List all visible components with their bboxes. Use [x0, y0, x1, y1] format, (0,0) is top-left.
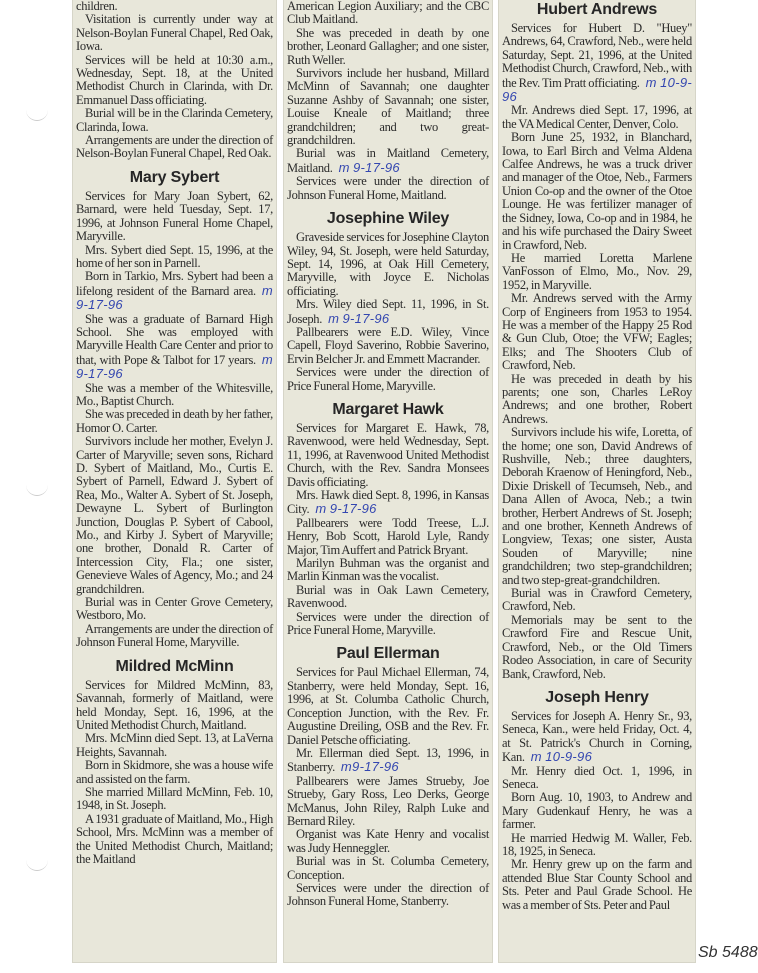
paragraph-text: He was preceded in death by his parents; one son, Charles LeRoy Andrews; and one brother, Robert Andrews.	[502, 371, 692, 426]
paragraph-text: Services will be held at 10:30 a.m., Wednesday, Sept. 18, at the United Methodist Church in Clarinda, with Dr. Emmanuel Dass officiating.	[76, 52, 273, 107]
obituary-paragraph	[502, 791, 692, 831]
paragraph-text: Visitation is currently under way at Nelson-Boylan Funeral Chapel, Red Oak, Iowa.	[76, 12, 273, 54]
paragraph-text: American Legion Auxiliary; and the CBC Club Maitland.	[287, 0, 489, 27]
obituary-paragraph	[502, 22, 692, 104]
obituary-paragraph	[502, 614, 692, 681]
paragraph-text: Born in Tarkio, Mrs. Sybert had been a lifelong resident of the Barnard area.	[76, 269, 273, 298]
obituary-paragraph	[76, 270, 273, 312]
obituary-heading: Joseph Henry	[545, 688, 649, 706]
paragraph-text: Memorials may be sent to the Crawford Fire and Rescue Unit, Crawford, Neb., or the Old Timers Rodeo Association, in care of Security Bank, Crawford, Neb.	[502, 612, 692, 681]
paragraph-text: She was a graduate of Barnard High School. She was employed with Maryville Health Care Center and prior to that, with Pope & Talbot for 17 years.	[76, 311, 273, 367]
obituary-paragraph	[287, 775, 489, 829]
paragraph-text: Services for Paul Michael Ellerman, 74, Stanberry, were held Monday, Sept. 16, 1996, at St. Columba Catholic Church, Conception Junction, with the Rev. Fr. Augustine Dreiling, OSB and the Rev. Fr. Daniel Petsche officiating.	[287, 665, 489, 747]
paragraph-text: Arrangements are under the direction of Nelson-Boylan Funeral Chapel, Red Oak.	[76, 133, 273, 161]
paragraph-text: Graveside services for Josephine Clayton Wiley, 94, St. Joseph, were held Saturday, Sept. 14, 1996, at Oak Hill Cemetery, Maryville, with Joyce E. Nicholas officiating.	[287, 230, 489, 298]
paragraph-text: Pallbearers were Todd Treese, L.J. Henry, Bob Scott, Harold Lyle, Randy Major, Tim Auffert and Patrick Bryant.	[287, 515, 489, 557]
obituary-paragraph	[502, 252, 692, 292]
paragraph-text: A 1931 graduate of Maitland, Mo., High School, Mrs. McMinn was a member of the United Methodist Church, Maitland; the Maitland	[76, 811, 273, 866]
obituary-paragraph	[502, 765, 692, 792]
paragraph-text: Mr. Henry died Oct. 1, 1996, in Seneca.	[502, 763, 692, 791]
obituary-paragraph	[287, 366, 489, 393]
paragraph-text: Mr. Andrews died Sept. 17, 1996, at the VA Medical Center, Denver, Colo.	[502, 103, 692, 131]
paragraph-text: Services for Joseph A. Henry Sr., 93, Seneca, Kan., were held Friday, Oct. 4, at St. Patrick's Church in Corning, Kan.	[502, 708, 692, 765]
obituary-paragraph	[287, 0, 489, 27]
paragraph-text: Burial was in Oak Lawn Cemetery, Ravenwood.	[287, 582, 489, 611]
obituary-paragraph	[287, 231, 489, 298]
punch-hole-mark	[26, 860, 48, 871]
obituary-paragraph	[287, 422, 489, 489]
obituary-paragraph	[76, 190, 273, 244]
paragraph-text: Organist was Kate Henry and vocalist was Judy Henneggler.	[287, 827, 489, 855]
obituary-heading: Mildred McMinn	[115, 657, 234, 675]
obituary-paragraph	[76, 408, 273, 435]
clipping-column-3	[499, 0, 695, 962]
paragraph-text: She married Millard McMinn, Feb. 10, 1948, in St. Joseph.	[76, 784, 273, 813]
paragraph-text: Burial was in St. Columba Cemetery, Conception.	[287, 854, 489, 882]
obituary-paragraph	[502, 832, 692, 859]
obituary-paragraph	[287, 666, 489, 746]
obituary-paragraph	[76, 382, 273, 409]
obituary-paragraph	[76, 54, 273, 108]
obituary-paragraph	[76, 13, 273, 53]
obituary-paragraph	[287, 67, 489, 147]
obituary-paragraph	[76, 435, 273, 596]
paragraph-text: Services for Mary Joan Sybert, 62, Barnard, were held Tuesday, Sept. 17, 1996, at Johnson Funeral Home Chapel, Maryville.	[76, 188, 273, 244]
obituary-heading: Margaret Hawk	[332, 400, 444, 418]
obituary-paragraph	[76, 813, 273, 867]
obituary-paragraph	[76, 759, 273, 786]
obituary-paragraph	[287, 611, 489, 638]
obituary-paragraph	[76, 679, 273, 733]
obituary-paragraph	[76, 786, 273, 813]
obituary-paragraph	[287, 747, 489, 775]
paragraph-text: Born Aug. 10, 1903, to Andrew and Mary Gudenkauf Henry, he was a farmer.	[502, 790, 692, 832]
clipping-column-1	[73, 0, 276, 962]
obituary-paragraph	[502, 131, 692, 252]
obituary-paragraph	[502, 426, 692, 587]
paragraph-text: Mrs. Wiley died Sept. 11, 1996, in St. Joseph.	[287, 297, 489, 326]
paragraph-text: Mrs. McMinn died Sept. 13, at LaVerna Heights, Savannah.	[76, 731, 273, 759]
paragraph-text: Arrangements are under the direction of Johnson Funeral Home, Maryville.	[76, 621, 273, 650]
paragraph-text: Survivors include his wife, Loretta, of the home; one son, David Andrews of Rushville, Neb.; three daughters, Deborah Kraenow of Heningford, Neb., Dixie Driskell of Tecumseh, Neb., and Dana Allen of Avoca, Neb.; a twin brother, Herbert Andrews of St. Joseph; and one brother, Kenneth Andrews of Longview, Texas; one sister, Austa Souden of Maryville; nine grandchildren; two step-grandchildren; and two step-great-grandchildren.	[502, 425, 692, 587]
paragraph-text: Mr. Ellerman died Sept. 13, 1996, in Stanberry.	[287, 745, 489, 775]
obituary-paragraph	[502, 858, 692, 912]
obituary-heading: Paul Ellerman	[336, 645, 440, 663]
obituary-paragraph	[287, 584, 489, 611]
handwritten-date-note: m9-17-96	[340, 759, 399, 775]
paragraph-text: Survivors include her husband, Millard McMinn of Savannah; one daughter Suzanne Ashby of Savannah; one sister, Louise Kneale of Maitland; three grandchildren; and two great-grandchildren.	[287, 66, 489, 148]
obituary-paragraph	[287, 882, 489, 909]
paragraph-text: She was a member of the Whitesville, Mo., Baptist Church.	[76, 380, 273, 408]
punch-hole-mark	[26, 485, 48, 496]
obituary-paragraph	[76, 596, 273, 623]
obituary-paragraph	[76, 244, 273, 271]
handwritten-date-note: m 9-17-96	[338, 159, 400, 175]
obituary-paragraph	[76, 623, 273, 650]
handwritten-date-note: m 9-17-96	[76, 282, 273, 313]
handwritten-date-note: m 9-17-96	[76, 351, 273, 382]
paragraph-text: Burial was in Maitland Cemetery, Maitland.	[287, 146, 489, 175]
paragraph-text: Pallbearers were James Strueby, Joe Strueby, Gary Ross, Leo Derks, George McManus, John Riley, Ralph Luke and Bernard Riley.	[287, 773, 489, 828]
paragraph-text: He married Loretta Marlene VanFosson of Elmo, Mo., Nov. 29, 1952, in Maryville.	[502, 250, 692, 292]
obituary-paragraph	[502, 292, 692, 372]
obituary-paragraph	[287, 175, 489, 202]
obituary-paragraph	[76, 107, 273, 134]
punch-hole-mark	[26, 110, 48, 121]
paragraph-text: Services were under the direction of Price Funeral Home, Maryville.	[287, 365, 489, 393]
handwritten-date-note: m 9-17-96	[328, 310, 390, 326]
obituary-paragraph	[76, 313, 273, 382]
paragraph-text: Burial was in Crawford Cemetery, Crawford, Neb.	[502, 586, 692, 614]
paragraph-text: She was preceded in death by one brother, Leonard Gallagher; and one sister, Ruth Weller.	[287, 25, 489, 67]
paragraph-text: Mr. Henry grew up on the farm and attended Blue Star County School and Sts. Peter and Paul Grade School. He was a member of Sts. Peter and Paul	[502, 857, 692, 912]
obituary-paragraph	[76, 134, 273, 161]
handwritten-date-note: m 10-9-96	[530, 749, 593, 765]
page-mark: Sb 5488	[698, 944, 758, 961]
obituary-paragraph	[502, 587, 692, 614]
paragraph-text: Survivors include her mother, Evelyn J. Carter of Maryville; seven sons, Richard D. Sybert of Maitland, Mo., Curtis E. Sybert of Parnell, Edward J. Sybert of Rea, Mo., Walter A. Sybert of St. Joseph, Dewayne L. Sybert of Burlington Junction, Douglas P. Sybert of Cabool, Mo., and Kirby J. Sybert of Maryville; one brother, Donald R. Carter of Intercession City, Fla.; one sister, Genevieve Wales of Agency, Mo.; and 24 grandchildren.	[76, 434, 273, 596]
handwritten-date-note: m 10-9-96	[502, 74, 692, 105]
paragraph-text: Marilyn Buhman was the organist and Marlin Kinman was the vocalist.	[287, 556, 489, 584]
paragraph-text: Services for Mildred McMinn, 83, Savannah, formerly of Maitland, were held Monday, Sept. 16, 1996, at the United Methodist Church, Maitland.	[76, 677, 273, 732]
obituary-heading: Hubert Andrews	[536, 1, 658, 18]
obituary-paragraph	[287, 326, 489, 366]
obituary-paragraph	[287, 855, 489, 882]
obituary-paragraph	[502, 373, 692, 427]
paragraph-text: Born in Skidmore, she was a house wife and assisted on the farm.	[76, 758, 273, 786]
obituary-paragraph	[76, 0, 273, 13]
obituary-paragraph	[502, 710, 692, 765]
obituary-paragraph	[287, 557, 489, 584]
obituary-paragraph	[502, 104, 692, 131]
obituary-paragraph	[287, 489, 489, 517]
handwritten-date-note: m 9-17-96	[315, 501, 377, 517]
paragraph-text: Mrs. Hawk died Sept. 8, 1996, in Kansas City.	[287, 488, 489, 517]
paragraph-text: Services for Margaret E. Hawk, 78, Ravenwood, were held Wednesday, Sept. 11, 1996, at Ravenwood United Methodist Church, with the Rev. Sandra Monsees Davis officiating.	[287, 420, 489, 489]
paragraph-text: Mrs. Sybert died Sept. 15, 1996, at the home of her son in Parnell.	[76, 242, 273, 270]
paragraph-text: Pallbearers were E.D. Wiley, Vince Capell, Floyd Saverino, Robbie Saverino, Ervin Belcher Jr. and Emmett Macrander.	[287, 324, 489, 366]
paragraph-text: Services were under the direction of Johnson Funeral Home, Stanberry.	[287, 880, 489, 909]
obituary-paragraph	[287, 517, 489, 557]
paragraph-text: Mr. Andrews served with the Army Corp of Engineers from 1953 to 1954. He was a member of the Happy 25 Rod & Gun Club, Otoe; the VFW; Eagles; Elks; and The Shooters Club of Crawford, Neb.	[502, 291, 692, 373]
obituary-paragraph	[287, 27, 489, 67]
obituary-heading: Mary Sybert	[129, 168, 220, 186]
paragraph-text: Burial will be in the Clarinda Cemetery, Clarinda, Iowa.	[76, 106, 273, 134]
obituary-paragraph	[287, 147, 489, 175]
paragraph-text: Services were under the direction of Johnson Funeral Home, Maitland.	[287, 174, 489, 202]
paragraph-text: Born June 25, 1932, in Blanchard, Iowa, to Earl Birch and Velma Aldena Calfee Andrews, he was a truck driver and manager of the Otoe, Neb., Farmers Union Co-op and the owner of the Otoe Lounge. He was fertilizer manager of the Sidney, Iowa, Co-op and in 1984, he and his wife purchased the Dairy Sweet in Crawford, Neb.	[502, 130, 692, 252]
obituary-paragraph	[287, 298, 489, 326]
clipping-column-2	[284, 0, 492, 962]
obituary-heading: Josephine Wiley	[326, 210, 450, 228]
paragraph-text: Services were under the direction of Price Funeral Home, Maryville.	[287, 609, 489, 638]
paragraph-text: Burial was in Center Grove Cemetery, Westboro, Mo.	[76, 595, 273, 623]
paragraph-text: He married Hedwig M. Waller, Feb. 18, 1925, in Seneca.	[502, 830, 692, 858]
paragraph-text: children.	[76, 0, 118, 13]
obituary-paragraph	[287, 828, 489, 855]
paragraph-text: She was preceded in death by her father, Homor O. Carter.	[76, 407, 273, 435]
paragraph-text: Services for Hubert D. "Huey" Andrews, 64, Crawford, Neb., were held Saturday, Sept. 21, 1996, at the United Methodist Church, Crawford, Neb., with the Rev. Tim Pratt officiating.	[502, 21, 692, 90]
obituary-paragraph	[76, 732, 273, 759]
